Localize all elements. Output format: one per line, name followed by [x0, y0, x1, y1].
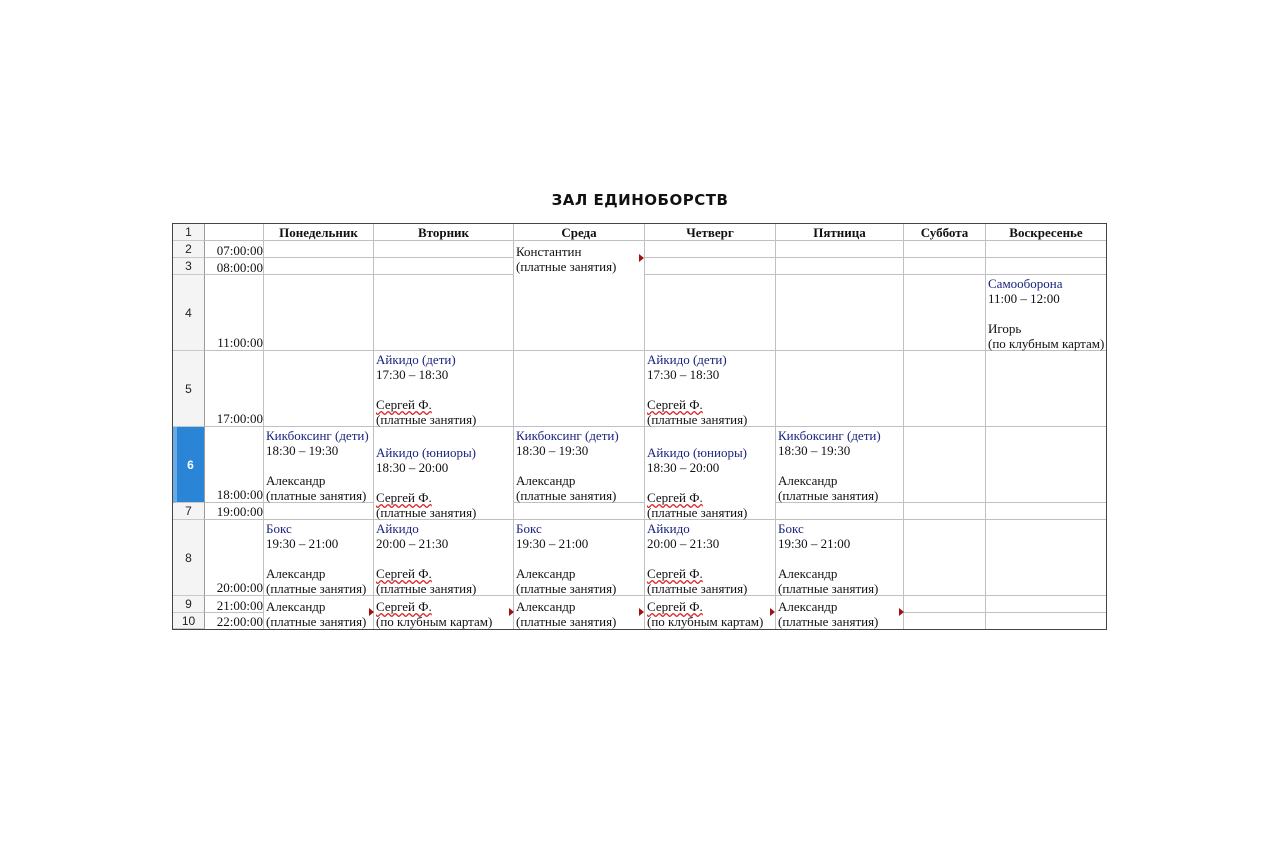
- schedule-cell-mon-21[interactable]: [264, 599, 373, 629]
- trainer-name: Сергей Ф.: [376, 599, 432, 614]
- row-header-2[interactable]: 2: [173, 241, 205, 258]
- trainer-name: Сергей Ф.: [647, 490, 703, 505]
- session-note: (по клубным картам): [376, 614, 493, 629]
- gridline: [205, 274, 1106, 275]
- class-time: 18:30 – 19:30: [516, 443, 589, 458]
- schedule-cell-tue-18[interactable]: [374, 445, 513, 519]
- session-note: (платные занятия): [376, 412, 477, 427]
- time-cell[interactable]: 17:00:00: [216, 411, 263, 426]
- column-header-thursday[interactable]: Четверг: [686, 225, 734, 240]
- class-name: Айкидо (юниоры): [376, 445, 477, 460]
- schedule-cell-tue-21[interactable]: [374, 599, 513, 629]
- session-note: (по клубным картам): [988, 336, 1105, 351]
- trainer-name: Александр: [778, 566, 838, 581]
- time-cell[interactable]: 21:00:00: [216, 598, 263, 613]
- class-name: Айкидо: [647, 521, 690, 536]
- column-header-tuesday[interactable]: Вторник: [417, 225, 470, 240]
- schedule-cell-fri-21[interactable]: [776, 599, 903, 629]
- trainer-name: Сергей Ф.: [647, 599, 703, 614]
- class-name: Кикбоксинг (дети): [778, 428, 881, 443]
- session-note: (платные занятия): [778, 614, 879, 629]
- trainer-name: Сергей Ф.: [376, 397, 432, 412]
- class-time: 19:30 – 21:00: [516, 536, 589, 551]
- class-name: Кикбоксинг (дети): [266, 428, 369, 443]
- row-header-3[interactable]: 3: [173, 258, 205, 275]
- trainer-name: Александр: [516, 599, 576, 614]
- class-time: 17:30 – 18:30: [647, 367, 720, 382]
- class-name: Бокс: [778, 521, 804, 536]
- class-name: Бокс: [266, 521, 292, 536]
- row-header-9[interactable]: 9: [173, 596, 205, 613]
- row-header-4[interactable]: 4: [173, 275, 205, 351]
- row-header-10[interactable]: 10: [173, 613, 205, 629]
- time-cell[interactable]: 22:00:00: [216, 614, 263, 629]
- row-header-8[interactable]: 8: [173, 520, 205, 596]
- trainer-name: Сергей Ф.: [376, 566, 432, 581]
- session-note: (платные занятия): [647, 412, 748, 427]
- schedule-cell-wed-18[interactable]: [514, 428, 644, 502]
- column-header-monday[interactable]: Понедельник: [279, 225, 358, 240]
- comment-indicator-icon[interactable]: [770, 608, 775, 616]
- row-header-6-selected[interactable]: 6: [173, 427, 205, 503]
- class-time: 18:30 – 19:30: [266, 443, 339, 458]
- session-note: (платные занятия): [516, 259, 617, 274]
- class-name: Айкидо (дети): [376, 352, 456, 367]
- schedule-cell-thu-17[interactable]: [645, 352, 775, 426]
- trainer-name: Александр: [266, 599, 326, 614]
- trainer-name: Александр: [516, 566, 576, 581]
- trainer-name: Игорь: [988, 321, 1022, 336]
- session-note: (платные занятия): [376, 505, 477, 520]
- time-cell[interactable]: 18:00:00: [216, 487, 263, 502]
- schedule-cell-wed-20[interactable]: [514, 521, 644, 595]
- trainer-name: Александр: [266, 566, 326, 581]
- schedule-cell-sun-11[interactable]: [986, 276, 1106, 350]
- time-cell[interactable]: 19:00:00: [216, 504, 263, 519]
- row-header-1[interactable]: 1: [173, 224, 205, 241]
- schedule-cell-wed-early[interactable]: [514, 244, 644, 276]
- comment-indicator-icon[interactable]: [899, 608, 904, 616]
- trainer-name: Александр: [778, 473, 838, 488]
- schedule-cell-tue-20[interactable]: [374, 521, 513, 595]
- column-header-friday[interactable]: Пятница: [813, 225, 866, 240]
- session-note: (платные занятия): [647, 581, 748, 596]
- trainer-name: Сергей Ф.: [376, 490, 432, 505]
- schedule-cell-thu-21[interactable]: [645, 599, 775, 629]
- session-note: (платные занятия): [266, 581, 367, 596]
- session-note: (платные занятия): [516, 488, 617, 503]
- class-time: 20:00 – 21:30: [376, 536, 449, 551]
- gridline: [205, 350, 1106, 351]
- class-time: 18:30 – 20:00: [376, 460, 449, 475]
- trainer-name: Константин: [516, 244, 582, 259]
- session-note: (платные занятия): [647, 505, 748, 520]
- session-note: (по клубным картам): [647, 614, 764, 629]
- sheet-title: ЗАЛ ЕДИНОБОРСТВ: [551, 191, 729, 209]
- trainer-name: Александр: [778, 599, 838, 614]
- trainer-name: Сергей Ф.: [647, 566, 703, 581]
- class-time: 18:30 – 20:00: [647, 460, 720, 475]
- session-note: (платные занятия): [516, 581, 617, 596]
- gridline: [205, 257, 1106, 258]
- class-time: 18:30 – 19:30: [778, 443, 851, 458]
- time-cell[interactable]: 07:00:00: [216, 243, 263, 258]
- class-name: Айкидо: [376, 521, 419, 536]
- class-name: Самооборона: [988, 276, 1063, 291]
- schedule-cell-wed-21[interactable]: [514, 599, 644, 629]
- comment-indicator-icon[interactable]: [639, 608, 644, 616]
- column-header-saturday[interactable]: Суббота: [920, 225, 969, 240]
- class-name: Бокс: [516, 521, 542, 536]
- schedule-cell-mon-18[interactable]: [264, 428, 373, 502]
- schedule-cell-fri-18[interactable]: [776, 428, 903, 502]
- session-note: (платные занятия): [266, 488, 367, 503]
- trainer-name: Александр: [516, 473, 576, 488]
- class-time: 19:30 – 21:00: [266, 536, 339, 551]
- class-time: 20:00 – 21:30: [647, 536, 720, 551]
- class-name: Айкидо (юниоры): [647, 445, 748, 460]
- schedule-cell-thu-18[interactable]: [645, 445, 775, 519]
- spreadsheet-grid[interactable]: [172, 223, 1107, 630]
- column-header-wednesday[interactable]: Среда: [561, 225, 597, 240]
- session-note: (платные занятия): [778, 488, 879, 503]
- comment-indicator-icon[interactable]: [639, 254, 644, 262]
- class-name: Айкидо (дети): [647, 352, 727, 367]
- schedule-cell-fri-20[interactable]: [776, 521, 903, 595]
- trainer-name: Сергей Ф.: [647, 397, 703, 412]
- class-time: 17:30 – 18:30: [376, 367, 449, 382]
- time-cell[interactable]: 11:00:00: [217, 335, 263, 350]
- time-cell[interactable]: 20:00:00: [216, 580, 263, 595]
- class-name: Кикбоксинг (дети): [516, 428, 619, 443]
- row-header-5[interactable]: 5: [173, 351, 205, 427]
- session-note: (платные занятия): [266, 614, 367, 629]
- schedule-cell-thu-20[interactable]: [645, 521, 775, 595]
- session-note: (платные занятия): [778, 581, 879, 596]
- row-header-7[interactable]: 7: [173, 503, 205, 520]
- trainer-name: Александр: [266, 473, 326, 488]
- column-header-sunday[interactable]: Воскресенье: [1009, 225, 1083, 240]
- session-note: (платные занятия): [516, 614, 617, 629]
- class-time: 19:30 – 21:00: [778, 536, 851, 551]
- schedule-cell-tue-17[interactable]: [374, 352, 513, 426]
- schedule-cell-mon-20[interactable]: [264, 521, 373, 595]
- class-time: 11:00 – 12:00: [988, 291, 1060, 306]
- time-cell[interactable]: 08:00:00: [216, 260, 263, 275]
- session-note: (платные занятия): [376, 581, 477, 596]
